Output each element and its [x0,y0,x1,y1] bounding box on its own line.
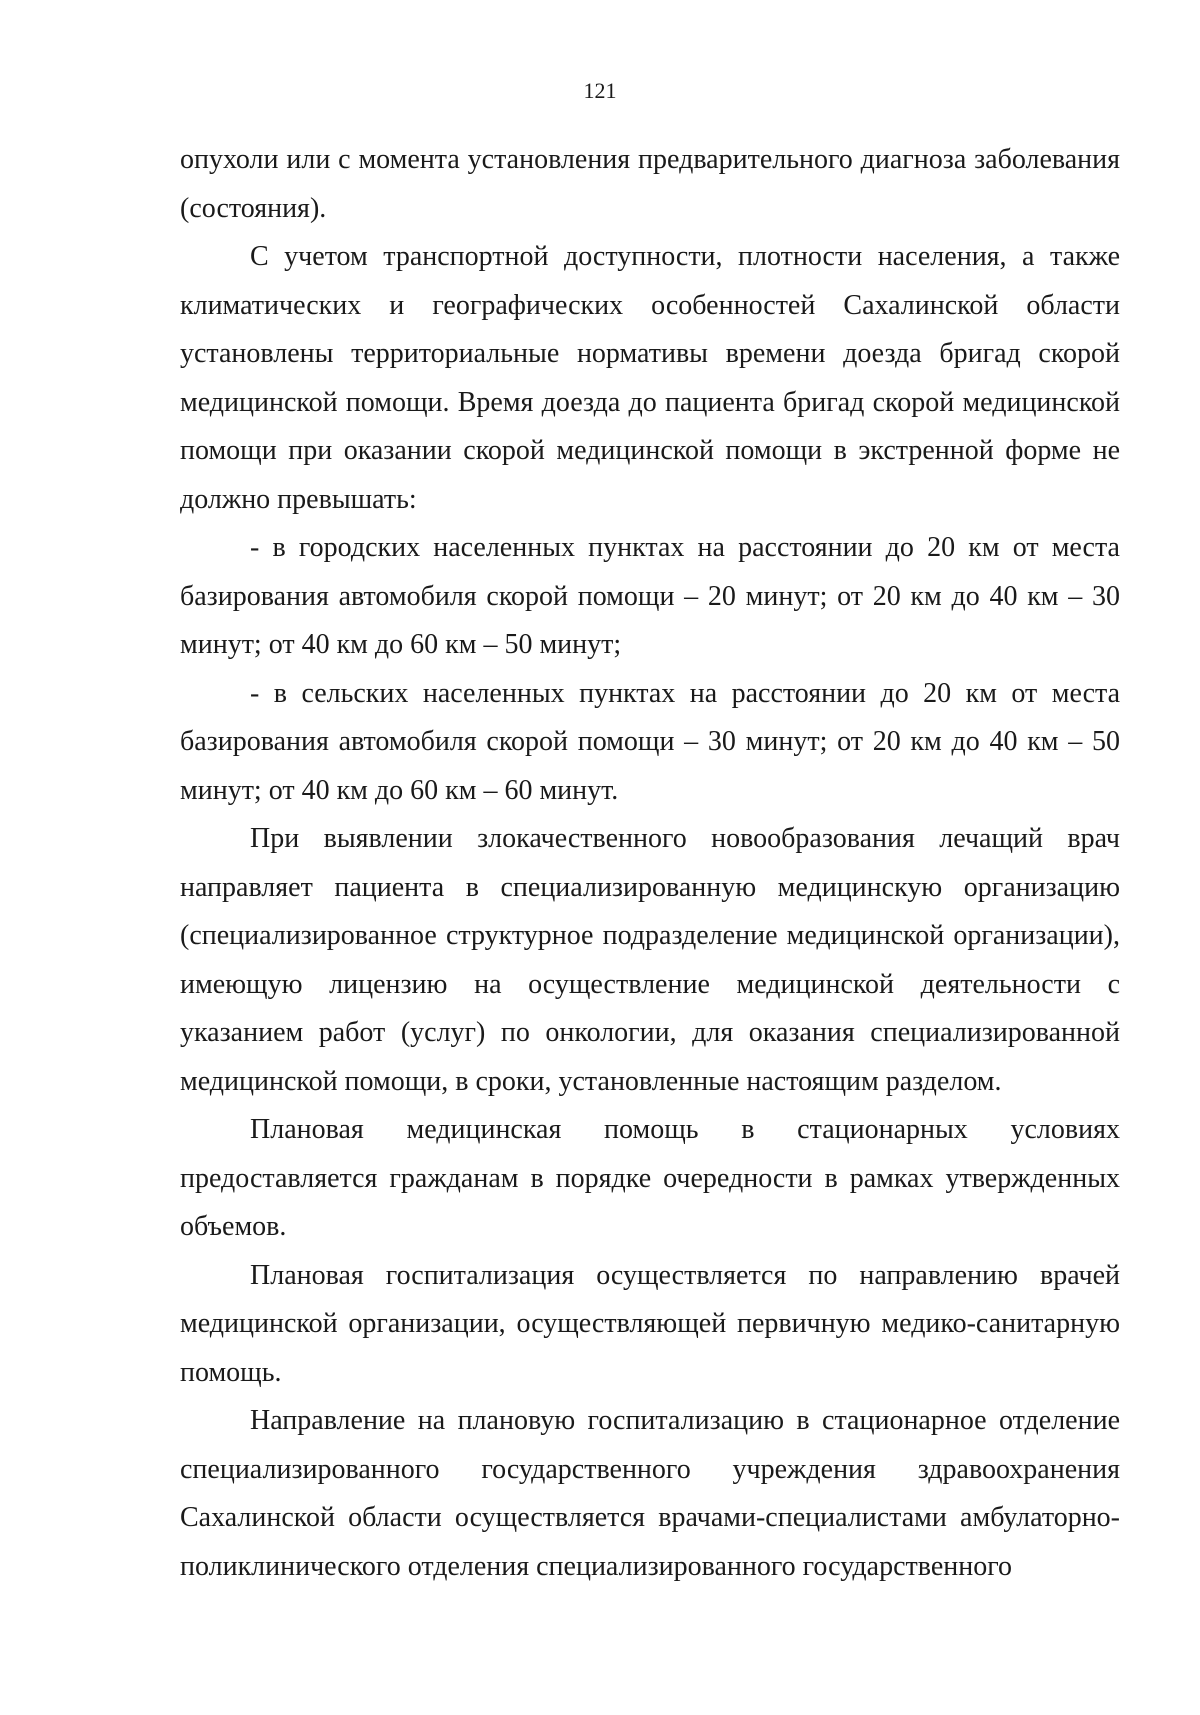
paragraph-5: При выявлении злокачественного новообразования лечащий врач направляет пациента в специализированную медицинскую организацию (специализированное структурное подразделение медицинской организации), имеющую лицензию на осуществление медицинской деятельности с указанием работ (услуг) по онкологии, для оказания специализированной медицинской помощи, в сроки, установленные настоящим разделом. [180,823,1120,1097]
paragraph-4: - в сельских населенных пунктах на расстоянии до 20 км от места базирования автомобиля скорой помощи – 30 минут; от 20 км до 40 км – 50 минут; от 40 км до 60 км – 60 минут. [180,677,1120,806]
document-body [180,136,1120,1591]
paragraph-3: - в городских населенных пунктах на расстоянии до 20 км от места базирования автомобиля скорой помощи – 20 минут; от 20 км до 40 км – 30 минут; от 40 км до 60 км – 50 минут; [180,532,1120,660]
paragraph-2: С учетом транспортной доступности, плотности населения, а также климатических и географических особенностей Сахалинской области установлены территориальные нормативы времени доезда бригад скорой медицинской помощи. Время доезда до пациента бригад скорой медицинской помощи при оказании скорой медицинской помощи в экстренной форме не должно превышать: [180,241,1120,515]
paragraph-6: Плановая медицинская помощь в стационарных условиях предоставляется гражданам в порядке очередности в рамках утвержденных объемов. [180,1114,1120,1242]
paragraph-1: опухоли или с момента установления предварительного диагноза заболевания (состояния). [180,144,1120,224]
page-number: 121 [583,78,617,103]
paragraph-8: Направление на плановую госпитализацию в стационарное отделение специализированного государственного учреждения здравоохранения Сахалинской области осуществляется врачами-специалистами амбулаторно-поликлинического отделения специализированного государственного [180,1405,1120,1582]
paragraph-7: Плановая госпитализация осуществляется по направлению врачей медицинской организации, осуществляющей первичную медико-санитарную помощь. [180,1259,1120,1388]
